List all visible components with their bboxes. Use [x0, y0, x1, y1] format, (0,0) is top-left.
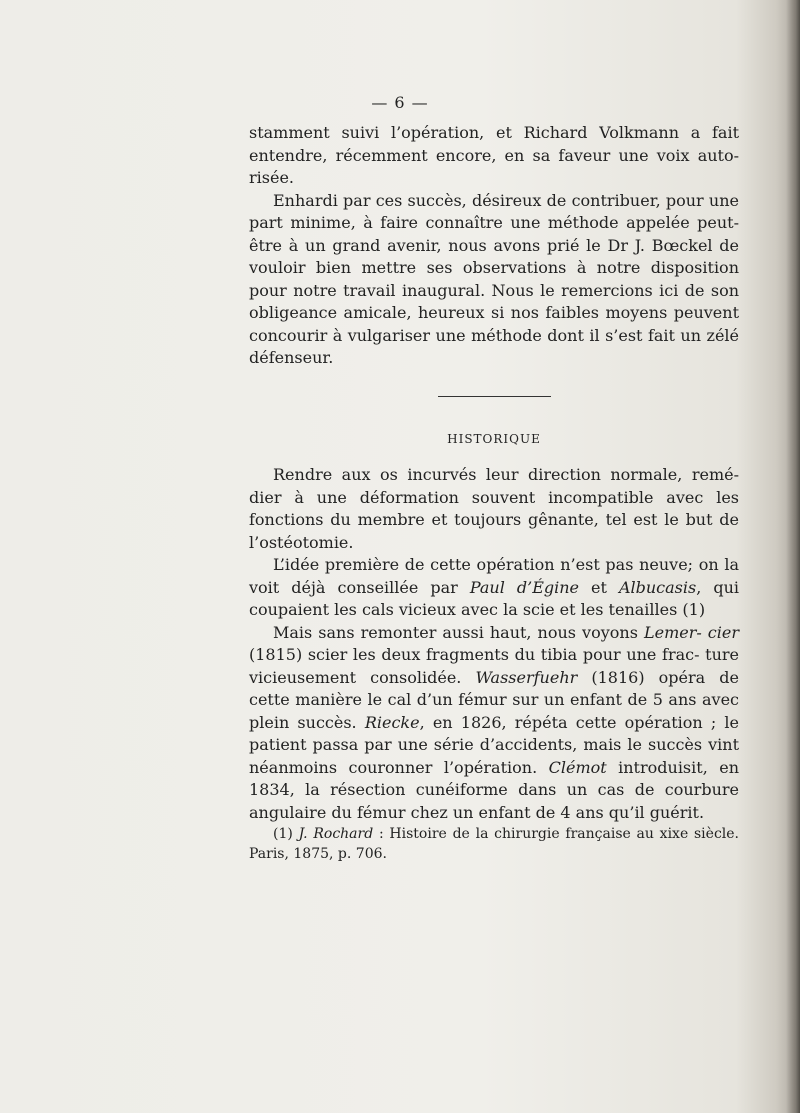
name-clemot: Clémot: [548, 757, 607, 777]
name-albucasis: Albucasis: [618, 577, 697, 597]
section-divider: [438, 396, 551, 397]
paragraph-2: Enhardi par ces succès, désireux de contribuer, pour une part minime, à faire connaître une méthode appelée peut-être à un grand avenir, nous avons prié le Dr J. Bœckel de vouloir bien mettre ses observations à notre disposition pour notre travail inaugural. Nous le remercions ici de son obligeance amicale, heureux si nos faibles moyens peuvent concourir à vulgariser une méthode dont il s’est fait un zélé défenseur.: [249, 190, 739, 367]
p5-text-e: introduisit, en 1834, la résection cunéiforme dans un cas de courbure angulaire du fémur chez un enfant de 4 ans qu’il guérit.: [249, 757, 739, 822]
footnote-marker: (1): [273, 826, 299, 842]
p4-text-a: L’idée première de cette opération n’est pas neuve; on la voit déjà conseillée par: [249, 555, 739, 597]
p4-text-b: et: [579, 577, 619, 597]
footnote: [249, 824, 739, 864]
name-lemercier: Lemer- cier: [643, 622, 739, 642]
section-heading: HISTORIQUE: [447, 431, 541, 446]
name-riecke: Riecke: [364, 712, 420, 732]
paragraph-5: [249, 622, 739, 825]
paragraph-1: stamment suivi l’opération, et Richard Volkmann a fait entendre, récemment encore, en sa faveur une voix auto- risée.: [249, 123, 739, 187]
p4-text-c: , qui coupaient les cals vicieux avec la scie et les tenailles (1): [249, 577, 739, 619]
p5-text-a: Mais sans remonter aussi haut, nous voyons: [273, 622, 644, 642]
footnote-author: J. Rochard: [298, 826, 374, 842]
page-number: — 6 —: [371, 93, 429, 112]
p5-text-c: (1816) opéra de cette manière le cal d’un fémur sur un enfant de 5 ans avec plein succès.: [249, 667, 740, 732]
p5-text-d: , en 1826, répéta cette opération ; le patient passa par une série d’accidents, mais le succès vint néanmoins couronner l’opération.: [249, 712, 740, 777]
p5-text-b: (1815) scier les deux fragments du tibia pour une frac- ture vicieusement consolidée.: [249, 645, 739, 687]
body-text: [249, 122, 739, 864]
footnote-text: : Histoire de la chirurgie française au xixe siècle. Paris, 1875, p. 706.: [249, 826, 739, 862]
name-wasserfuehr: Wasserfuehr: [475, 667, 578, 687]
paragraph-3: Rendre aux os incurvés leur direction normale, remé- dier à une déformation souvent incompatible avec les fonctions du membre et toujours gênante, tel est le but de l’ostéotomie.: [249, 465, 739, 552]
name-paul-degine: Paul d’Égine: [469, 577, 579, 597]
page-edge-shadow: [786, 0, 800, 1113]
paragraph-4: [249, 554, 739, 622]
